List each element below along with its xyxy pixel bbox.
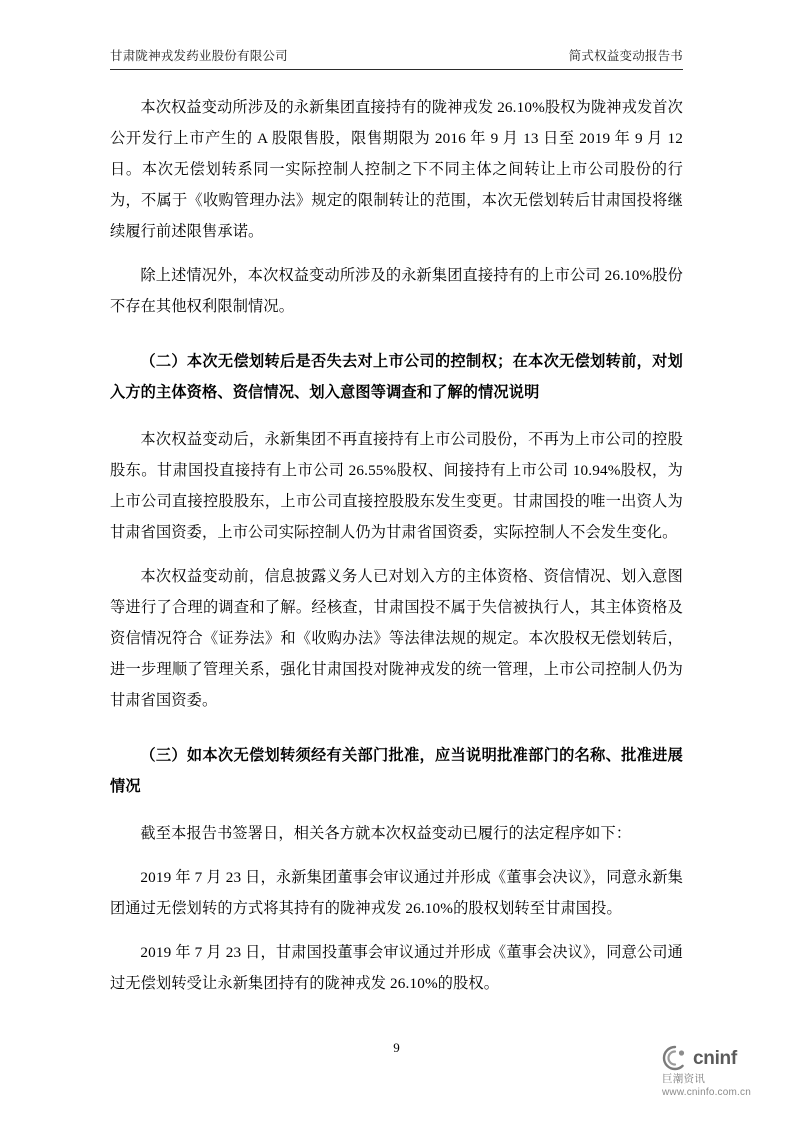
paragraph: 本次权益变动前，信息披露义务人已对划入方的主体资格、资信情况、划入意图等进行了合理的调查和了解。经核查，甘肃国投不属于失信被执行人，其主体资格及资信情况符合《证券法》和《收购办法》等法律法规的规定。本次股权无偿划转后，进一步理顺了管理关系，强化甘肃国投对陇神戎发的统一管理，上市公司控制人仍为甘肃省国资委。 <box>110 568 683 709</box>
paragraph: 2019 年 7 月 23 日，甘肃国投董事会审议通过并形成《董事会决议》，同意公司通过无偿划转受让永新集团持有的陇神戎发 26.10%的股权。 <box>110 944 683 992</box>
section-heading: （三）如本次无偿划转须经有关部门批准，应当说明批准部门的名称、批准进展情况 <box>110 747 683 795</box>
paragraph: 截至本报告书签署日，相关各方就本次权益变动已履行的法定程序如下： <box>140 825 632 842</box>
header-document-title: 简式权益变动报告书 <box>568 49 683 63</box>
cninfo-mark-icon <box>662 1045 688 1071</box>
paragraph: 本次权益变动后，永新集团不再直接持有上市公司股份，不再为上市公司的控股股东。甘肃国投直接持有上市公司 26.55%股权、间接持有上市公司 10.94%股权，为上市公司直接控股股东，上市公司直接控股股东发生变更。甘肃国投的唯一出资人为甘肃省国资委，上市公司实际控制人仍为甘肃省国资委，实际控制人不会发生变化。 <box>110 431 683 541</box>
logo-row <box>662 1045 751 1071</box>
logo-url: www.cninfo.com.cn <box>662 1086 751 1098</box>
section-heading: （二）本次无偿划转后是否失去对上市公司的控制权；在本次无偿划转前，对划入方的主体资格、资信情况、划入意图等调查和了解的情况说明 <box>110 353 683 401</box>
page-number: 9 <box>393 1040 400 1055</box>
page-content <box>110 46 683 999</box>
document-body <box>110 92 683 999</box>
header-company-name: 甘肃陇神戎发药业股份有限公司 <box>110 49 288 63</box>
cninfo-logo <box>662 1045 751 1098</box>
logo-subtitle: 巨潮资讯 <box>662 1073 706 1086</box>
page-header <box>110 46 683 70</box>
paragraph: 除上述情况外，本次权益变动所涉及的永新集团直接持有的上市公司 26.10%股份不存在其他权利限制情况。 <box>110 267 683 315</box>
paragraph: 本次权益变动所涉及的永新集团直接持有的陇神戎发 26.10%股权为陇神戎发首次公开发行上市产生的 A 股限售股，限售期限为 2016 年 9 月 13 日至 2019 年 9 月 12 日。本次无偿划转系同一实际控制人控制之下不同主体之间转让上市公司股份的行为，不属于《收购管理办法》规定的限制转让的范围，本次无偿划转后甘肃国投将继续履行前述限售承诺。 <box>110 99 683 240</box>
logo-text: cninf <box>693 1047 737 1069</box>
paragraph: 2019 年 7 月 23 日，永新集团董事会审议通过并形成《董事会决议》，同意永新集团通过无偿划转的方式将其持有的陇神戎发 26.10%的股权划转至甘肃国投。 <box>110 869 683 917</box>
